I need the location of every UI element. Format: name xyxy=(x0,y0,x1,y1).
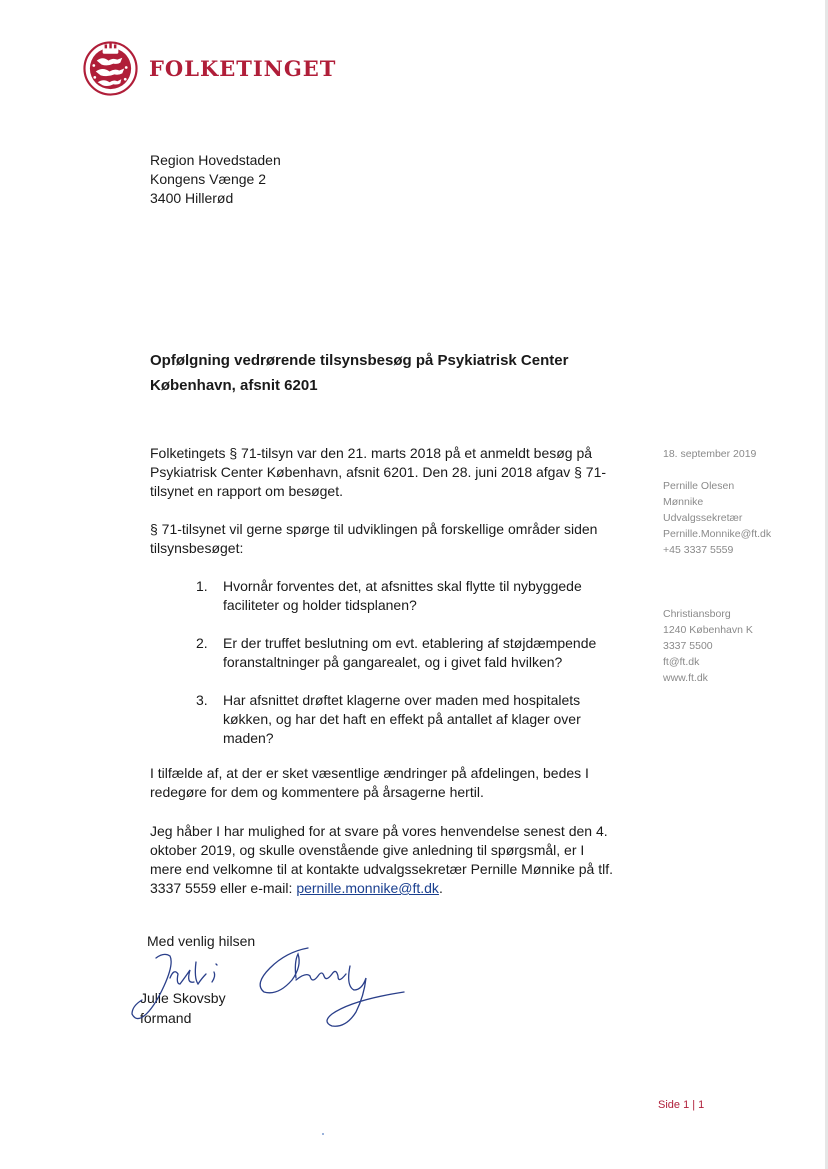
sender-email: Pernille.Monnike@ft.dk xyxy=(663,528,772,540)
page-number: Side 1 | 1 xyxy=(658,1099,705,1111)
recipient-line: 3400 Hillerød xyxy=(150,190,234,206)
letter-date: 18. september 2019 xyxy=(663,448,757,460)
list-item xyxy=(196,577,621,615)
sender-role: Udvalgssekretær xyxy=(663,512,743,524)
org-address-line: 1240 København K xyxy=(663,624,753,636)
scan-speck xyxy=(322,1133,324,1135)
sender-phone: +45 3337 5559 xyxy=(663,544,734,556)
subject-line: Opfølgning vedrørende tilsynsbesøg på Psykiatrisk Center xyxy=(150,352,569,369)
signatory-title: formand xyxy=(140,1010,192,1026)
closing-greeting: Med venlig hilsen xyxy=(147,933,256,949)
body-paragraph-intro: Folketingets § 71-tilsyn var den 21. marts 2018 på et anmeldt besøg på Psykiatrisk Center København, afsnit 6201. Den 28. juni 2018 afgav § 71-tilsynet en rapport om besøget. xyxy=(150,445,607,499)
org-phone: 3337 5500 xyxy=(663,640,713,652)
list-number: 1. xyxy=(196,578,208,594)
org-name: FOLKETINGET xyxy=(149,56,337,81)
letterhead xyxy=(83,41,336,96)
signatory-name: Julie Skovsby xyxy=(140,990,226,1006)
subject-line: København, afsnit 6201 xyxy=(150,377,318,394)
list-number: 2. xyxy=(196,635,208,651)
list-text: Hvornår forventes det, at afsnittes skal flytte til nybyggede faciliteter og holder tidsplanen? xyxy=(223,578,582,613)
sender-contact xyxy=(663,478,771,558)
coat-of-arms-icon xyxy=(83,41,138,96)
question-list xyxy=(196,577,621,767)
subject-heading xyxy=(150,348,610,398)
recipient-line: Kongens Vænge 2 xyxy=(150,171,266,187)
recipient-address xyxy=(150,151,281,208)
contact-end: . xyxy=(438,880,443,896)
org-website: www.ft.dk xyxy=(663,672,708,684)
body-paragraph-changes: I tilfælde af, at der er sket væsentlige ændringer på afdelingen, bedes I redegøre for dem og kommentere på årsagerne hertil. xyxy=(150,765,589,800)
org-address-line: Christiansborg xyxy=(663,608,731,620)
list-text: Er der truffet beslutning om evt. etablering af støjdæmpende foranstaltninger på gangarealet, og i givet fald hvilken? xyxy=(223,635,597,670)
list-item xyxy=(196,691,621,748)
sender-name: Mønnike xyxy=(663,496,704,508)
list-item xyxy=(196,634,621,672)
list-text: Har afsnittet drøftet klagerne over maden med hospitalets køkken, og har det haft en effekt på antallet af klager over maden? xyxy=(223,692,581,746)
org-address xyxy=(663,606,753,686)
recipient-line: Region Hovedstaden xyxy=(150,152,281,168)
contact-text: Jeg håber I har mulighed for at svare på vores henvendelse senest den 4. oktober 2019, og skulle ovenstående give anledning til spørgsmål, er I mere end velkomne til at kontakte udvalgssekretær Pernille Mønnike på tlf. 3337 5559 eller e-mail: xyxy=(150,823,613,896)
handwritten-signature xyxy=(118,930,418,1030)
body-paragraph-questions-intro: § 71-tilsynet vil gerne spørge til udviklingen på forskellige områder siden tilsynsbesøget: xyxy=(150,521,598,556)
org-email: ft@ft.dk xyxy=(663,656,700,668)
email-link[interactable]: pernille.monnike@ft.dk xyxy=(296,880,439,896)
sender-name: Pernille Olesen xyxy=(663,480,735,492)
list-number: 3. xyxy=(196,692,208,708)
body-paragraph-contact xyxy=(150,822,615,898)
